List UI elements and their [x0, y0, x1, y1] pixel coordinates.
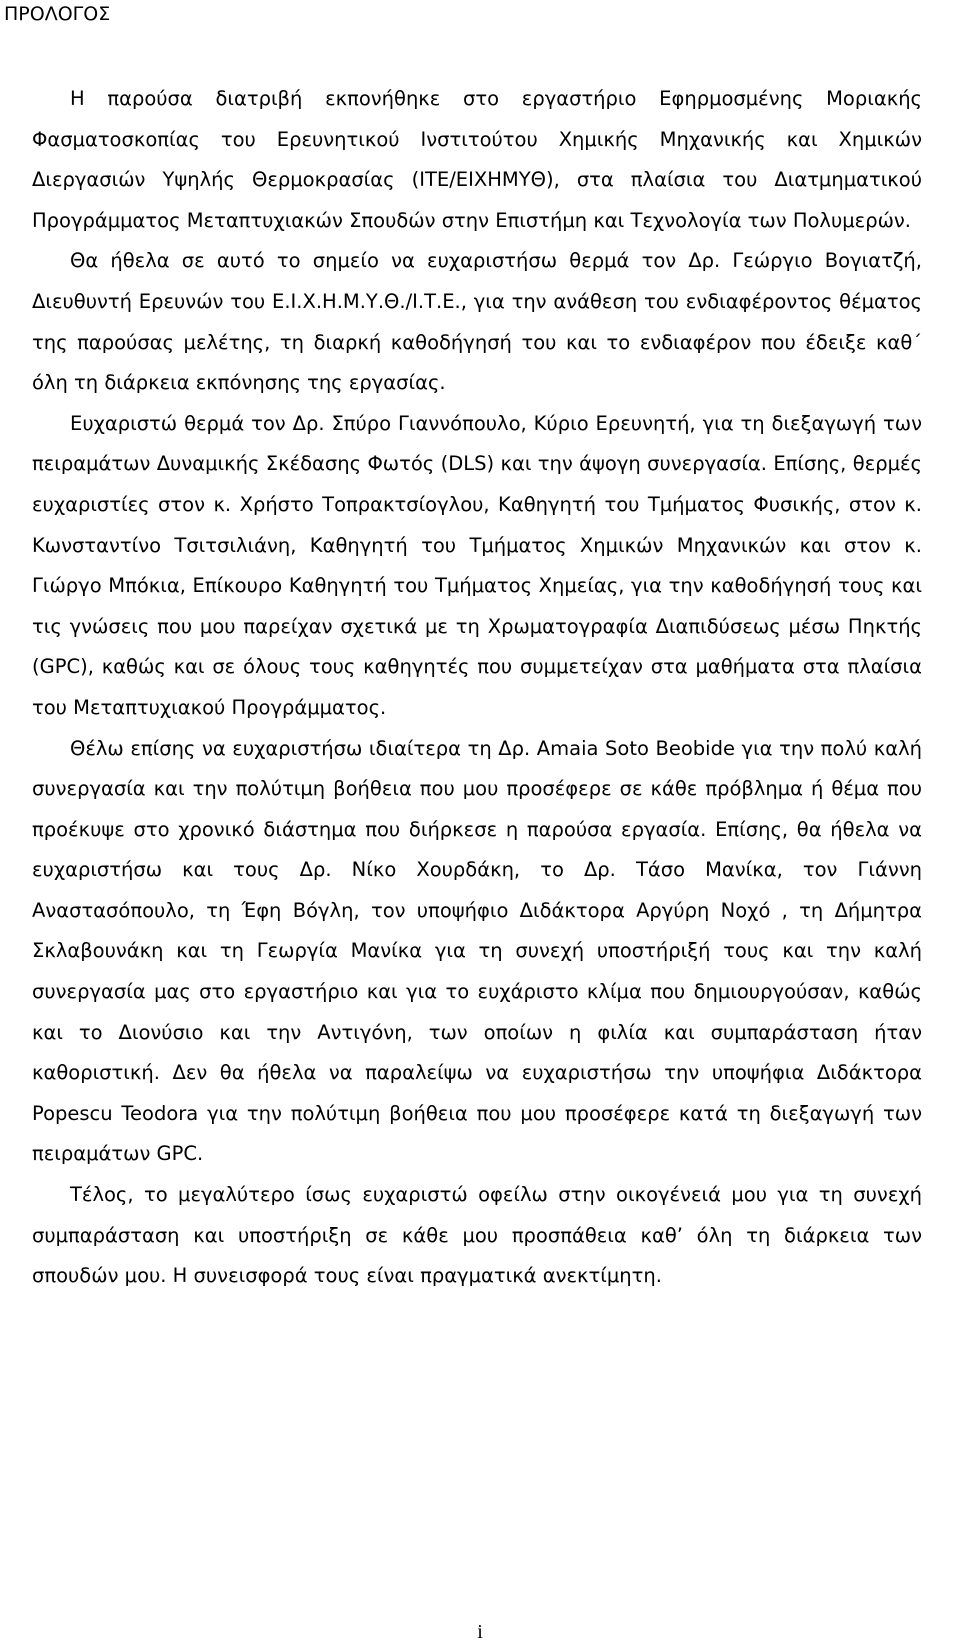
paragraph-institute: Η παρούσα διατριβή εκπονήθηκε στο εργαστήριο Εφηρμοσμένης Μοριακής Φασματοσκοπίας του Ερευνητικού Ινστιτούτου Χημικής Μηχανικής και Χημικών Διεργασιών Υψηλής Θερμοκρασίας (ΙΤΕ/ΕΙΧΗΜΥΘ), στα πλαίσια του Διατμηματικού Προγράμματος Μεταπτυχιακών Σπουδών στην Επιστήμη και Τεχνολογία των Πολυμερών.	[32, 87, 922, 232]
preface-body	[32, 79, 922, 1297]
paragraph-researchers-thanks: Ευχαριστώ θερμά τον Δρ. Σπύρο Γιαννόπουλο, Κύριο Ερευνητή, για τη διεξαγωγή των πειραμάτων Δυναμικής Σκέδασης Φωτός (DLS) και την άψογη συνεργασία. Επίσης, θερμές ευχαριστίες στον κ. Χρήστο Τοπρακτσίογλου, Καθηγητή του Τμήματος Φυσικής, στον κ. Κωνσταντίνο Τσιτσιλιάνη, Καθηγητή του Τμήματος Χημικών Μηχανικών και στον κ. Γιώργο Μπόκια, Επίκουρο Καθηγητή του Τμήματος Χημείας, για την καθοδήγησή τους και τις γνώσεις που μου παρείχαν σχετικά με τη Χρωματογραφία Διαπιδύσεως μέσω Πηκτής (GPC), καθώς και σε όλους τους καθηγητές που συμμετείχαν στα μαθήματα στα πλαίσια του Μεταπτυχιακού Προγράμματος.	[32, 411, 922, 719]
paragraph-supervisor-thanks: Θα ήθελα σε αυτό το σημείο να ευχαριστήσω θερμά τον Δρ. Γεώργιο Βογιατζή, Διευθυντή Ερευνών του Ε.Ι.Χ.Η.Μ.Υ.Θ./Ι.Τ.Ε., για την ανάθεση του ενδιαφέροντος θέματος της παρούσας μελέτης, τη διαρκή καθοδήγησή του και το ενδιαφέρον που έδειξε καθ΄ όλη τη διάρκεια εκπόνησης της εργασίας.	[32, 249, 922, 395]
paragraph-colleagues-thanks: Θέλω επίσης να ευχαριστήσω ιδιαίτερα τη Δρ. Amaia Soto Beobide για την πολύ καλή συνεργασία και την πολύτιμη βοήθεια που μου προσέφερε σε κάθε πρόβλημα ή θέμα που προέκυψε στο χρονικό διάστημα που διήρκεσε η παρούσα εργασία. Επίσης, θα ήθελα να ευχαριστήσω και τους Δρ. Νίκο Χουρδάκη, το Δρ. Τάσο Μανίκα, τον Γιάννη Αναστασόπουλο, τη Έφη Βόγλη, τον υποψήφιο Διδάκτορα Αργύρη Νοχό , τη Δήμητρα Σκλαβουνάκη και τη Γεωργία Μανίκα για τη συνεχή υποστήριξή τους και την καλή συνεργασία μας στο εργαστήριο και για το ευχάριστο κλίμα που δημιουργούσαν, καθώς και το Διονύσιο και την Αντιγόνη, των οποίων η φιλία και συμπαράσταση ήταν καθοριστική. Δεν θα ήθελα να παραλείψω να ευχαριστήσω την υποψήφια Διδάκτορα Popescu Teodora για την πολύτιμη βοήθεια που μου προσέφερε κατά τη διεξαγωγή των πειραμάτων GPC.	[32, 736, 922, 1166]
paragraph-family-thanks: Τέλος, το μεγαλύτερο ίσως ευχαριστώ οφείλω στην οικογένειά μου για τη συνεχή συμπαράσταση και υποστήριξη σε κάθε μου προσπάθεια καθ’ όλη τη διάρκεια των σπουδών μου. Η συνεισφορά τους είναι πραγματικά ανεκτίμητη.	[32, 1183, 922, 1288]
page-heading: ΠΡΟΛΟΓΟΣ	[4, 3, 111, 25]
page-number: i	[477, 1621, 483, 1643]
